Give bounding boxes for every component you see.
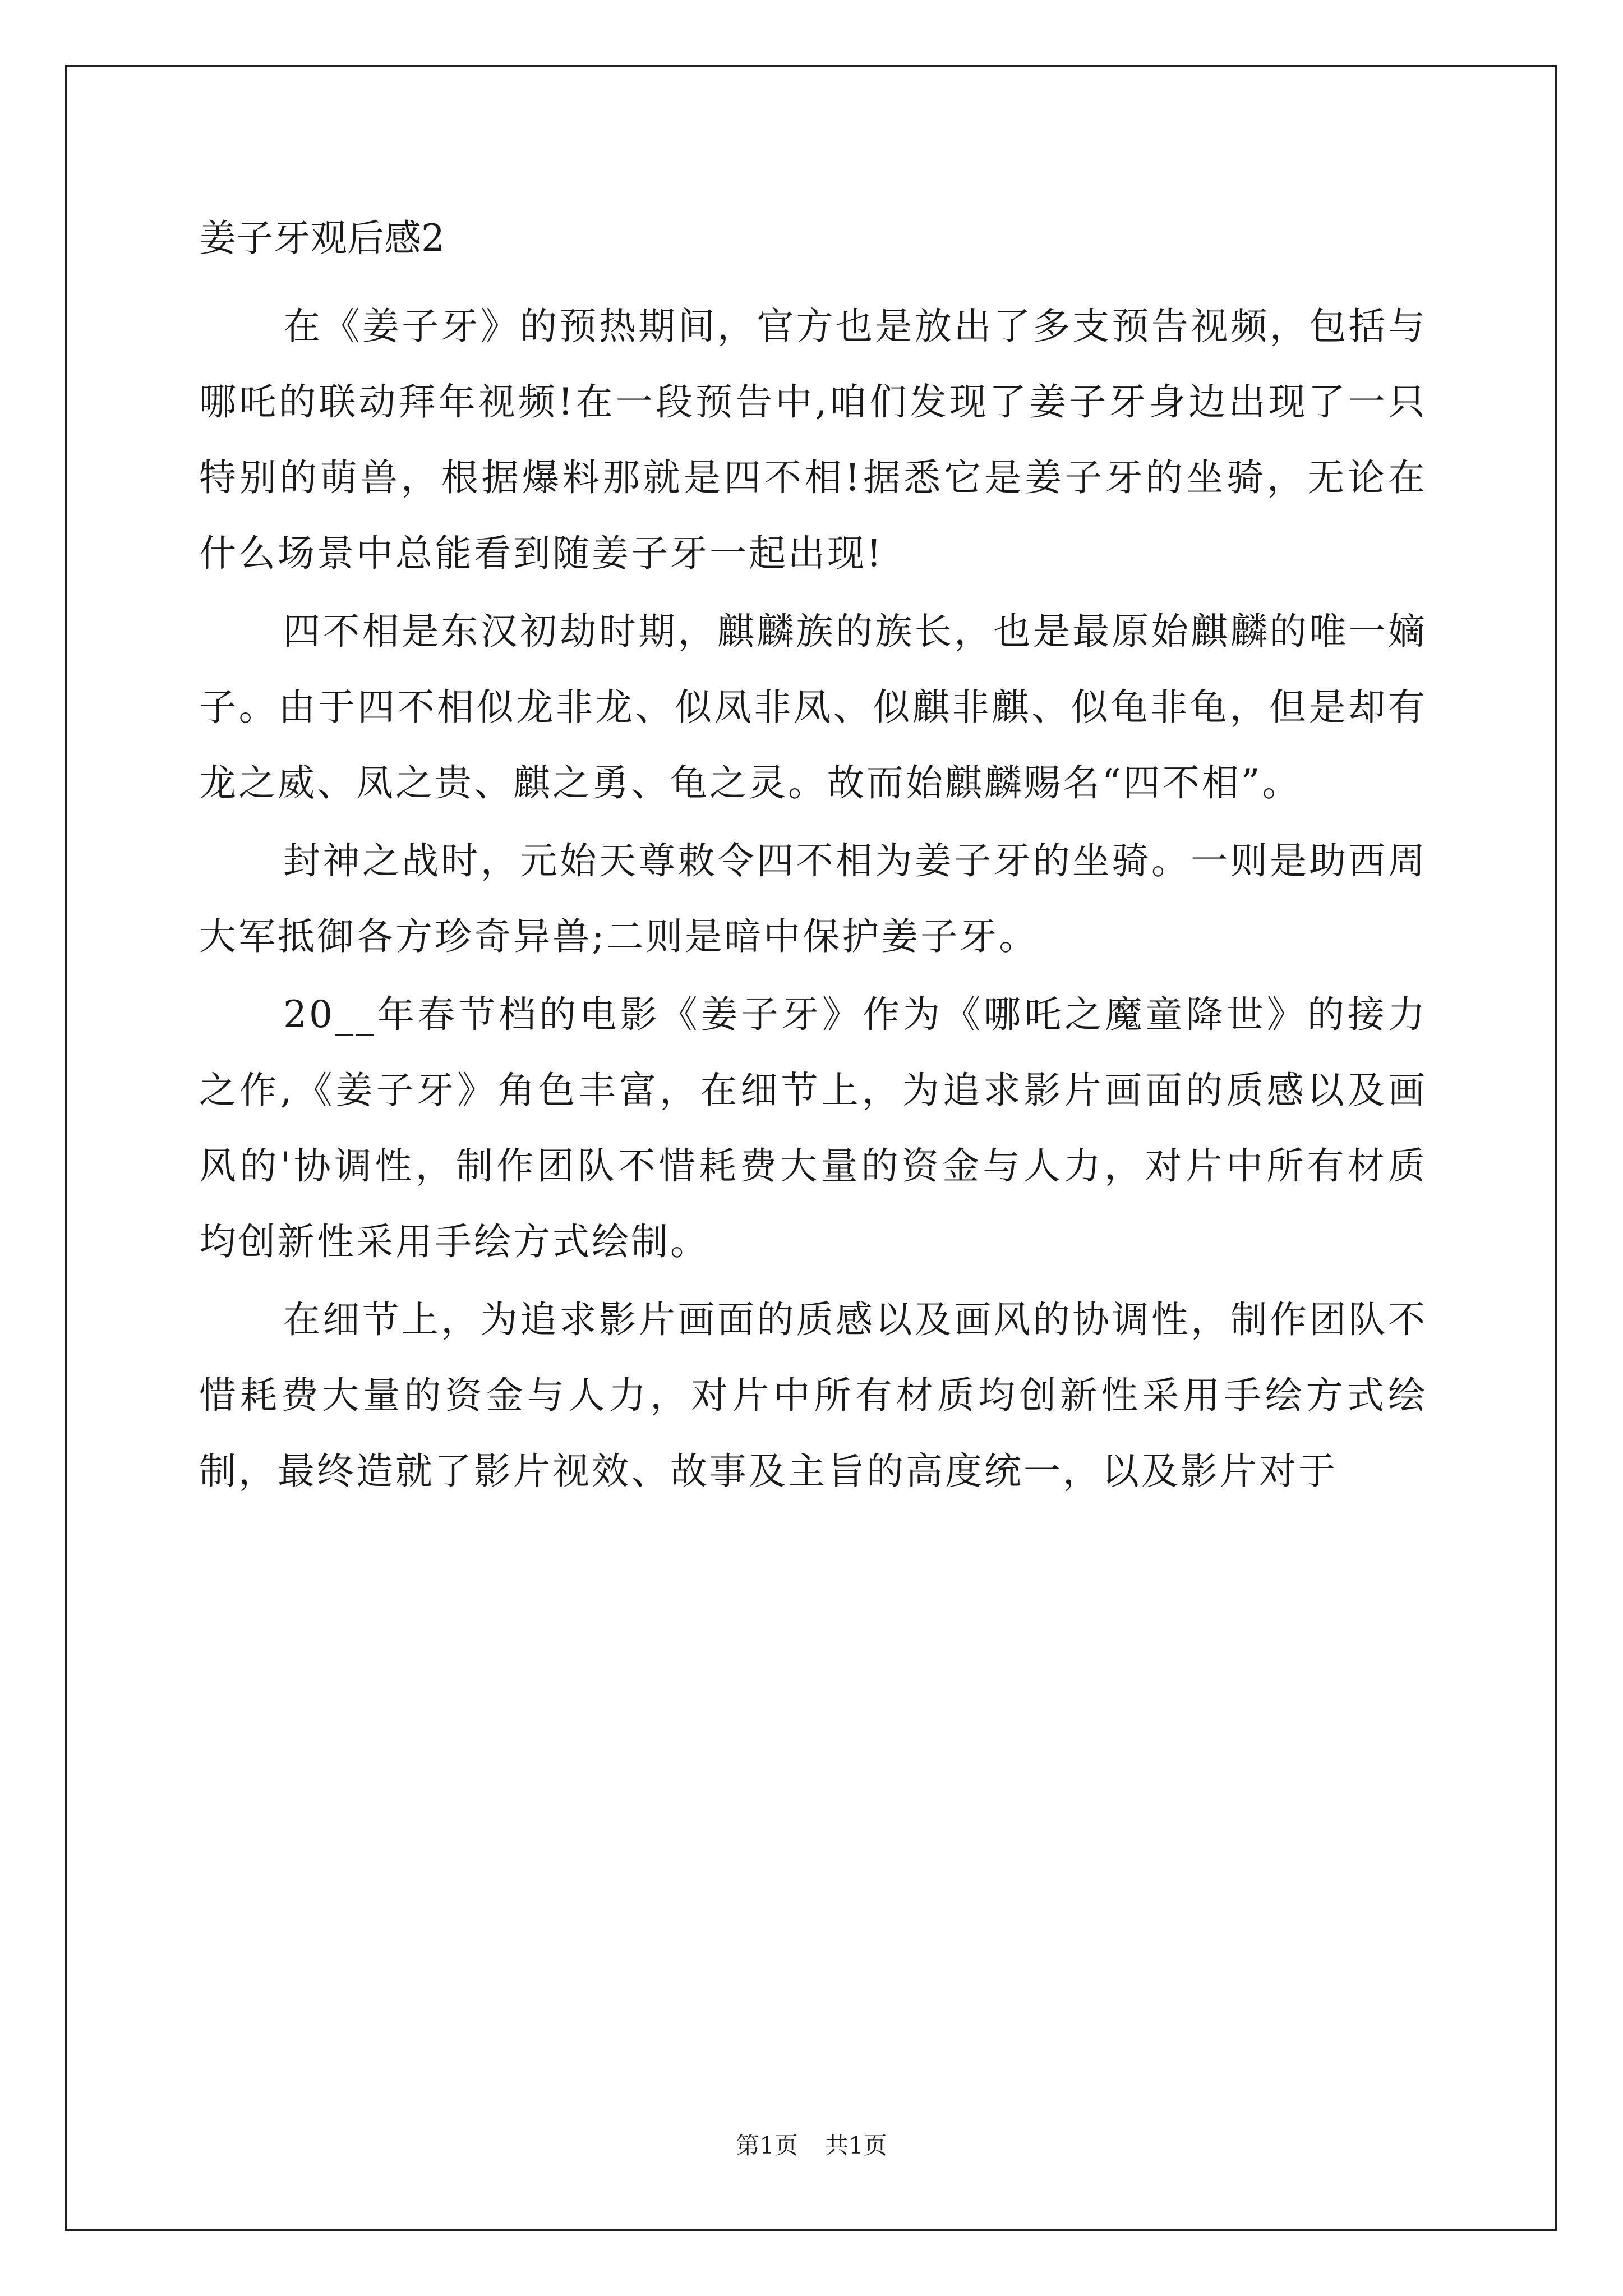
document-body: [199, 213, 1427, 1511]
page-footer: [0, 2132, 1623, 2160]
paragraph-4: 20__年春节档的电影《姜子牙》作为《哪吒之魔童降世》的接力之作,《姜子牙》角色丰富，在细节上，为追求影片画面的质感以及画风的'协调性，制作团队不惜耗费大量的资金与人力，对片中所有材质均创新性采用手绘方式绘制。: [199, 993, 1427, 1263]
paragraph-2: 四不相是东汉初劫时期，麒麟族的族长，也是最原始麒麟的唯一嫡子。由于四不相似龙非龙、似凤非凤、似麒非麒、似龟非龟，但是却有龙之威、凤之贵、麒之勇、龟之灵。故而始麒麟赐名“四不相”。: [199, 610, 1427, 804]
page-total: 共1页: [825, 2132, 887, 2159]
paragraph-3: 封神之战时，元始天尊敕令四不相为姜子牙的坐骑。一则是助西周大军抵御各方珍奇异兽;二则是暗中保护姜子牙。: [199, 839, 1427, 958]
paragraph-5: 在细节上，为追求影片画面的质感以及画风的协调性，制作团队不惜耗费大量的资金与人力，对片中所有材质均创新性采用手绘方式绘制，最终造就了影片视效、故事及主旨的高度统一，以及影片对于: [199, 1298, 1427, 1493]
paragraph-1: 在《姜子牙》的预热期间，官方也是放出了多支预告视频，包括与哪吒的联动拜年视频!在一段预告中,咱们发现了姜子牙身边出现了一只特别的萌兽，根据爆料那就是四不相!据悉它是姜子牙的坐骑，无论在什么场景中总能看到随姜子牙一起出现!: [199, 305, 1427, 575]
document-title: 姜子牙观后感2: [199, 217, 445, 260]
page-number: 第1页: [736, 2132, 798, 2159]
